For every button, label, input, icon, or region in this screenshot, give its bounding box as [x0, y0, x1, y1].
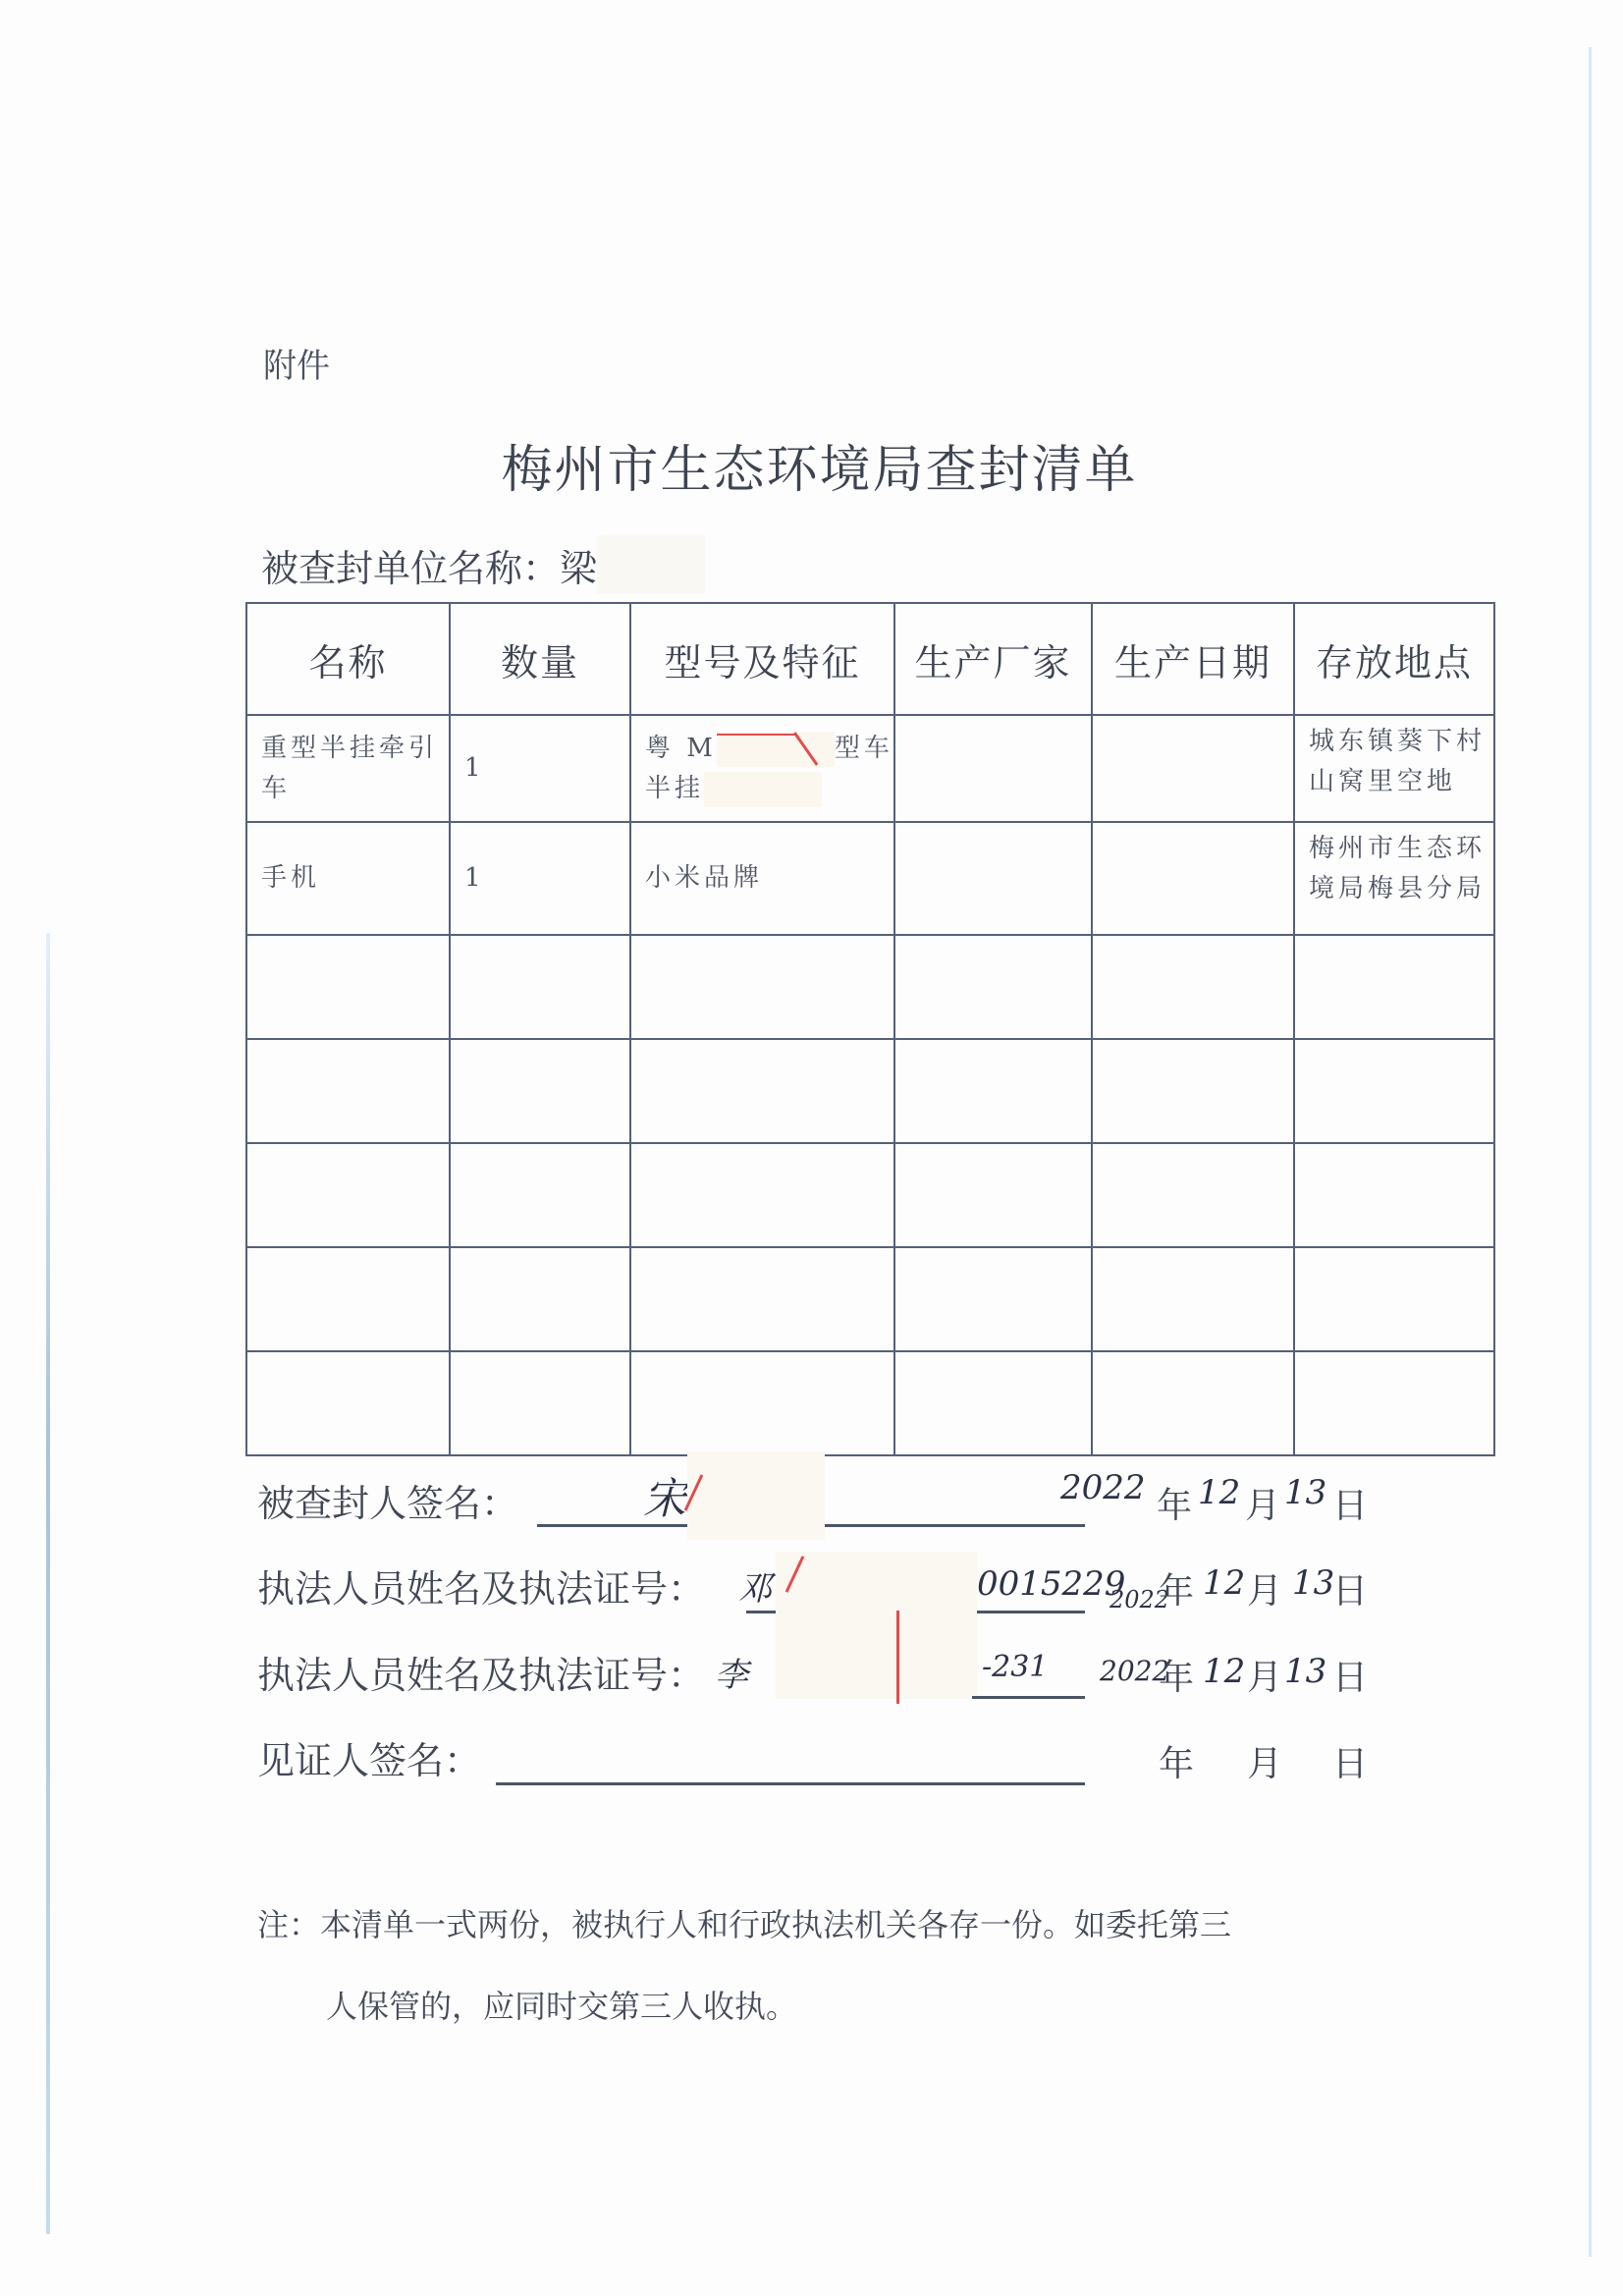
- empty-cell: [894, 1351, 1092, 1455]
- table-row-empty: [246, 935, 1494, 1039]
- cell-model: 小米品牌: [630, 822, 894, 935]
- handwritten-year: 2022: [1060, 1468, 1146, 1507]
- cell-manufacturer: [894, 715, 1092, 822]
- handwritten-cert-number: -231: [982, 1650, 1049, 1684]
- empty-cell: [894, 1039, 1092, 1143]
- redacted-plate-2: [704, 772, 822, 807]
- empty-cell: [1092, 1247, 1294, 1351]
- empty-cell: [630, 1039, 894, 1143]
- handwritten-day: 13: [1292, 1563, 1335, 1603]
- table-row: [246, 822, 1494, 935]
- handwritten-year: 2022: [1109, 1586, 1170, 1613]
- handwritten-day: 13: [1284, 1652, 1327, 1691]
- empty-cell: [450, 1143, 630, 1247]
- handwritten-officer1-name: 邓: [738, 1569, 772, 1609]
- empty-cell: [1092, 1039, 1294, 1143]
- attachment-label: 附件: [263, 347, 330, 386]
- seal-list-table: [245, 602, 1495, 1456]
- handwritten-year: 2022: [1100, 1655, 1170, 1687]
- header-storage-location: 存放地点: [1294, 603, 1494, 715]
- table-row: [246, 715, 1494, 822]
- cell-storage-location: 梅州市生态环境局梅县分局: [1294, 822, 1494, 935]
- header-manufacturer: 生产厂家: [894, 603, 1092, 715]
- handwritten-month: 12: [1203, 1563, 1246, 1603]
- sealed-person-signature-row: [257, 1473, 518, 1532]
- day-char: 日: [1332, 1571, 1369, 1612]
- empty-cell: [894, 935, 1092, 1039]
- day-char: 日: [1332, 1658, 1369, 1698]
- empty-cell: [450, 1039, 630, 1143]
- empty-cell: [630, 1247, 894, 1351]
- empty-cell: [1294, 1039, 1494, 1143]
- empty-cell: [630, 935, 894, 1039]
- empty-cell: [1092, 1351, 1294, 1455]
- handwritten-signature: 宋: [643, 1474, 686, 1524]
- cell-storage-location: 城东镇葵下村山窝里空地: [1294, 715, 1494, 822]
- witness-row: [257, 1730, 481, 1789]
- empty-cell: [450, 1351, 630, 1455]
- handwritten-month: 12: [1203, 1652, 1246, 1691]
- table-row-empty: [246, 1351, 1494, 1455]
- empty-cell: [1294, 1247, 1494, 1351]
- cell-model: [630, 715, 894, 822]
- redacted-block: [776, 1552, 977, 1699]
- year-char: 年: [1159, 1744, 1195, 1784]
- model-line2: 半挂: [645, 773, 705, 803]
- empty-cell: [894, 1143, 1092, 1247]
- handwritten-officer2-name: 李: [715, 1656, 748, 1695]
- officer1-row: [257, 1558, 705, 1617]
- empty-cell: [246, 1351, 450, 1455]
- month-char: 月: [1247, 1744, 1283, 1784]
- header-production-date: 生产日期: [1092, 603, 1294, 715]
- day-char: 日: [1332, 1486, 1369, 1526]
- redacted-block: [687, 1451, 825, 1540]
- signature-line: [972, 1696, 1085, 1699]
- sealed-unit-value: 梁: [560, 546, 598, 590]
- empty-cell: [1092, 935, 1294, 1039]
- officer1-label: 执法人员姓名及执法证号：: [257, 1567, 706, 1611]
- empty-cell: [630, 1351, 894, 1455]
- empty-cell: [1294, 1143, 1494, 1247]
- empty-cell: [894, 1247, 1092, 1351]
- table-row-empty: [246, 1247, 1494, 1351]
- scan-edge-line-right: [1589, 47, 1592, 2257]
- empty-cell: [246, 1143, 450, 1247]
- empty-cell: [246, 1039, 450, 1143]
- header-name: 名称: [246, 603, 450, 715]
- handwritten-month: 12: [1198, 1473, 1241, 1512]
- table-row-empty: [246, 1143, 1494, 1247]
- cell-name: 重型半挂牵引车: [246, 715, 450, 822]
- note-line-1: 注：本清单一式两份，被执行人和行政执法机关各存一份。如委托第三: [257, 1906, 1232, 1943]
- note-line-2: 人保管的，应同时交第三人收执。: [326, 1988, 798, 2025]
- redacted-block: [597, 535, 705, 594]
- empty-cell: [246, 1247, 450, 1351]
- empty-cell: [1092, 1143, 1294, 1247]
- red-stroke: [896, 1611, 899, 1704]
- cell-production-date: [1092, 715, 1294, 822]
- empty-cell: [246, 935, 450, 1039]
- empty-cell: [450, 935, 630, 1039]
- empty-cell: [1294, 935, 1494, 1039]
- cell-production-date: [1092, 822, 1294, 935]
- page-title: 梅州市生态环境局查封清单: [501, 441, 1138, 500]
- scan-edge-line-left: [46, 933, 50, 2234]
- officer2-row: [257, 1645, 705, 1704]
- cell-manufacturer: [894, 822, 1092, 935]
- year-char: 年: [1159, 1571, 1195, 1612]
- table-row-empty: [246, 1039, 1494, 1143]
- table-header-row: [246, 603, 1494, 715]
- empty-cell: [450, 1247, 630, 1351]
- model-prefix: 粤 M: [645, 733, 717, 763]
- sealed-unit-label: 被查封单位名称：: [261, 546, 561, 590]
- month-char: 月: [1245, 1486, 1281, 1526]
- model-suffix: 型车: [834, 733, 893, 763]
- cell-quantity: 1: [450, 822, 630, 935]
- empty-cell: [1294, 1351, 1494, 1455]
- month-char: 月: [1247, 1571, 1283, 1612]
- sealed-person-label: 被查封人签名：: [257, 1482, 519, 1525]
- redacted-plate: [717, 732, 835, 767]
- year-char: 年: [1157, 1486, 1193, 1526]
- empty-cell: [630, 1143, 894, 1247]
- handwritten-day: 13: [1284, 1473, 1327, 1512]
- sealed-unit-row: [261, 535, 705, 594]
- cell-quantity: 1: [450, 715, 630, 822]
- month-char: 月: [1247, 1658, 1283, 1698]
- officer2-label: 执法人员姓名及执法证号：: [257, 1654, 706, 1697]
- header-model: 型号及特征: [630, 603, 894, 715]
- witness-label: 见证人签名：: [257, 1739, 482, 1782]
- cell-name: 手机: [246, 822, 450, 935]
- day-char: 日: [1332, 1744, 1369, 1784]
- signature-line: [496, 1782, 1085, 1785]
- header-quantity: 数量: [450, 603, 630, 715]
- handwritten-cert-number: 0015229: [977, 1564, 1126, 1604]
- year-char: 年: [1159, 1658, 1195, 1698]
